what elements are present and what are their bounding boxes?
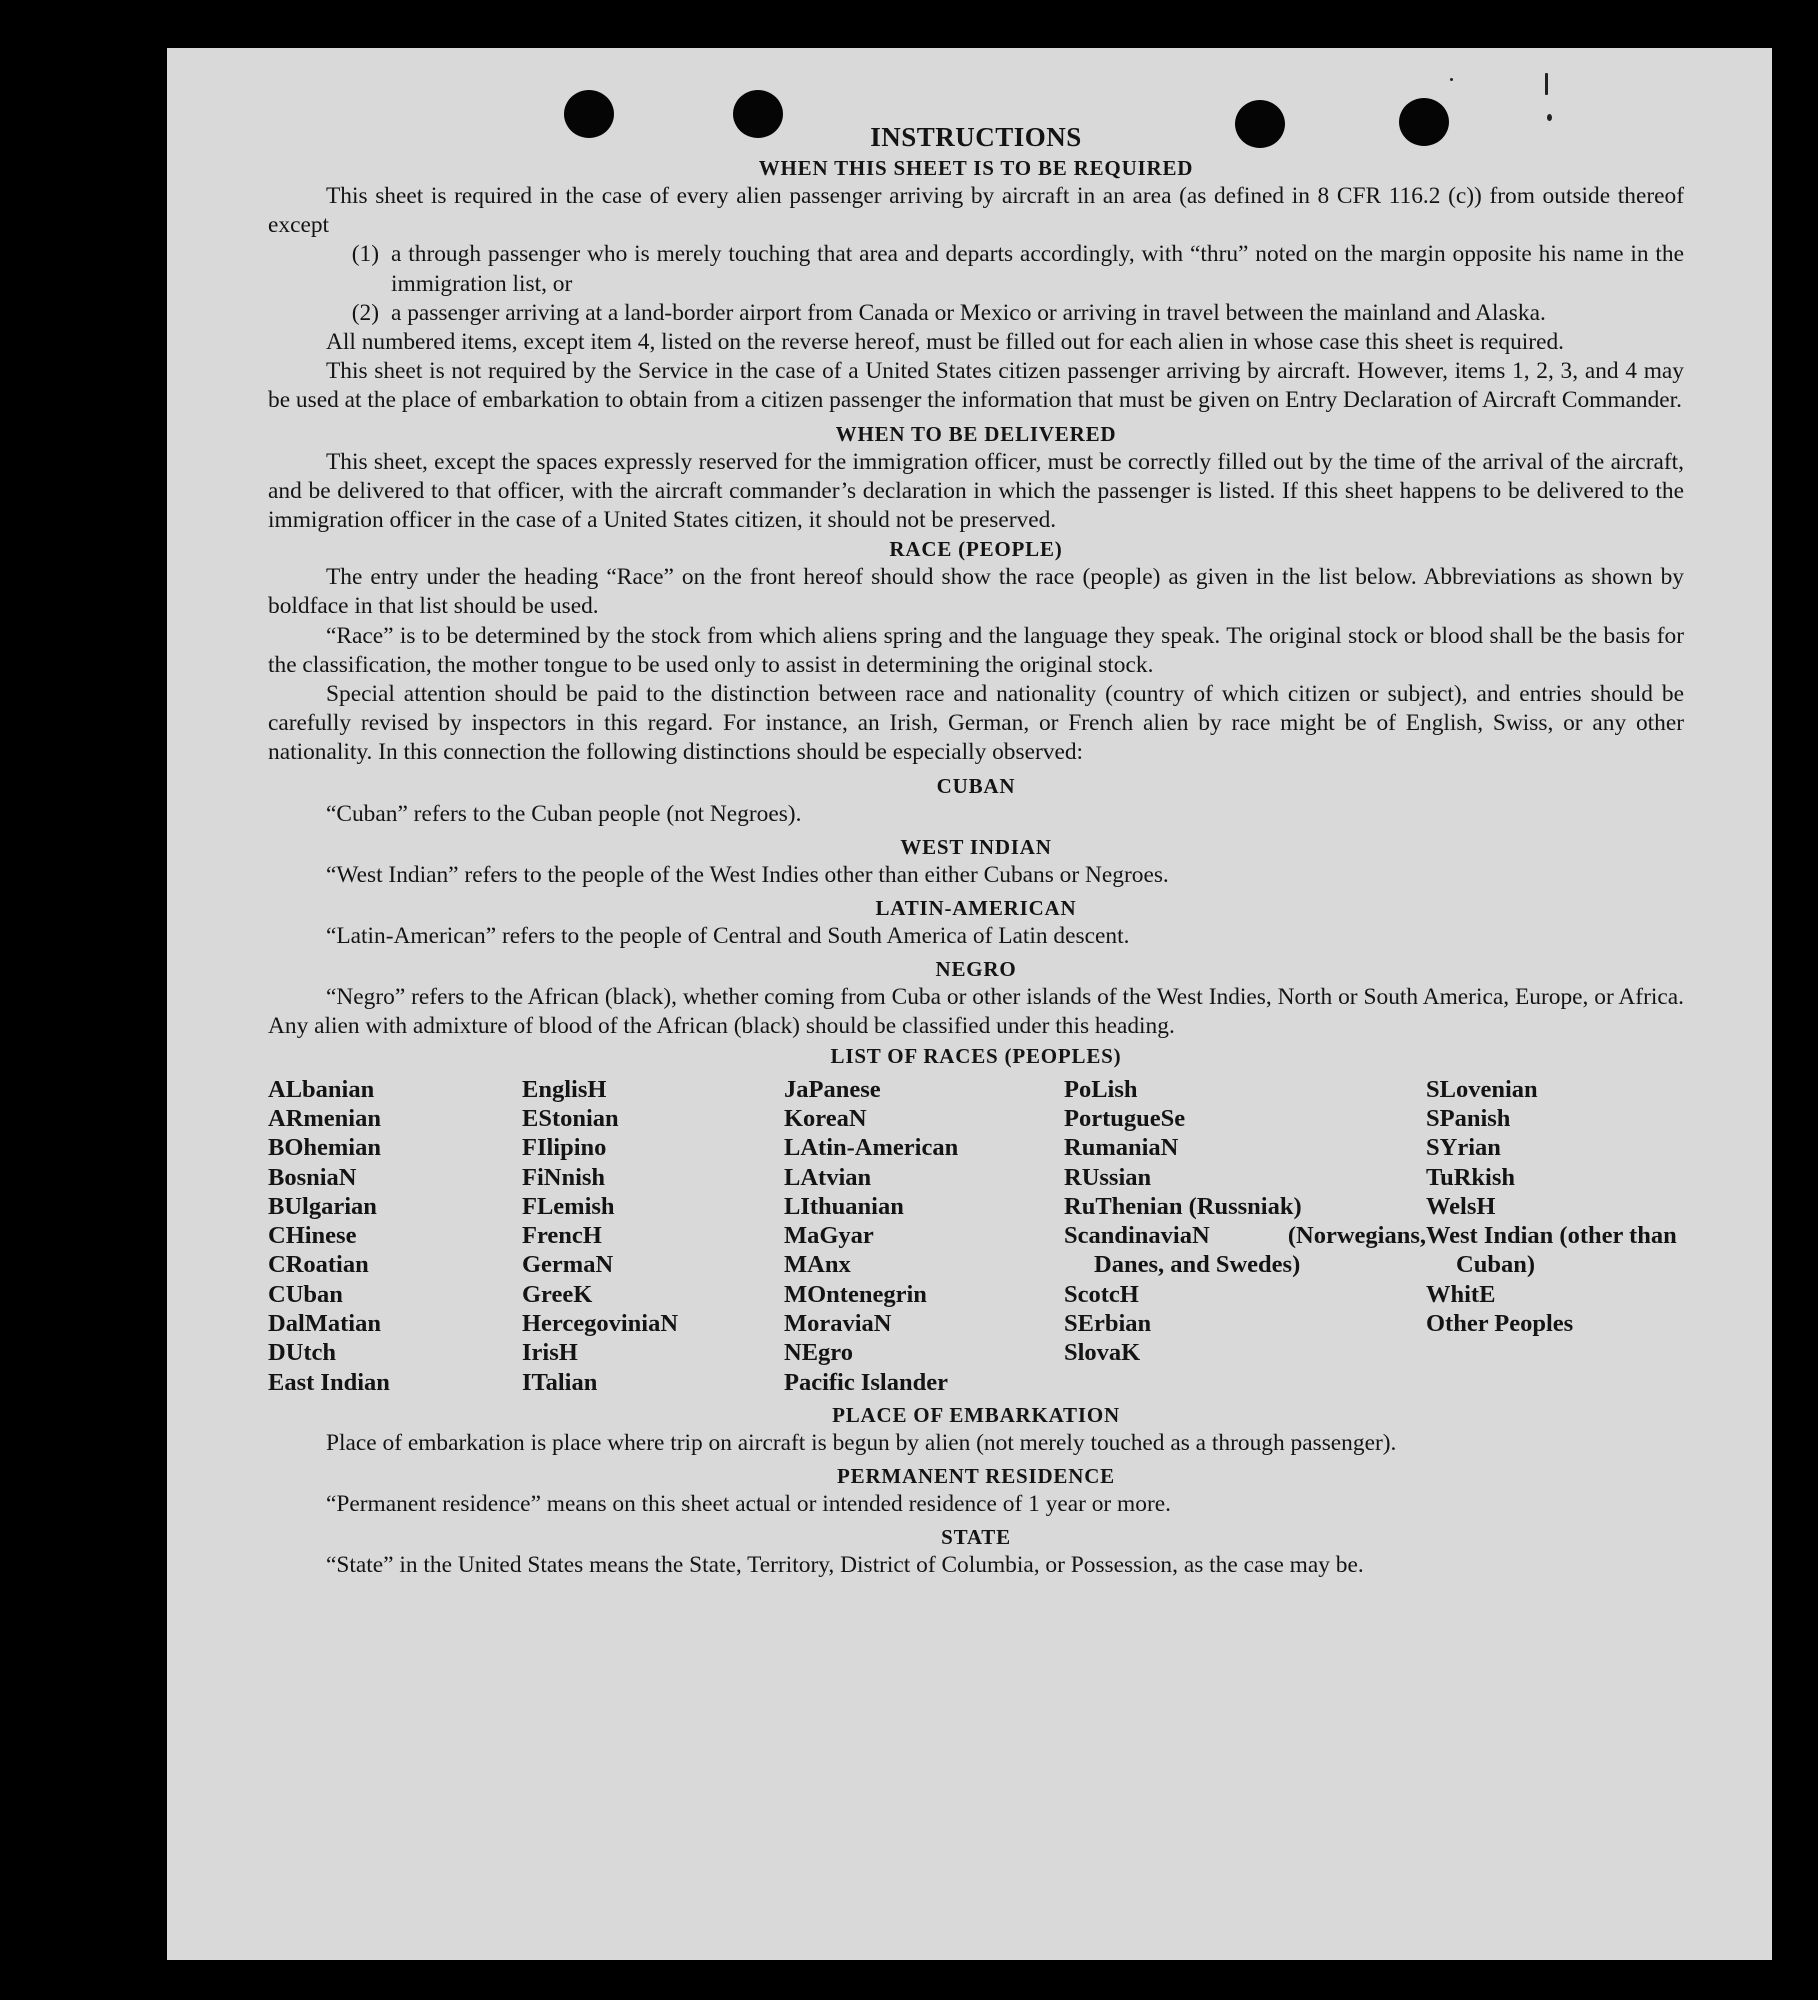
paragraph: The entry under the heading “Race” on the front hereof should show the race (people) as given in the list below. Abbreviations as shown by boldface in that list should be used. (268, 564, 1684, 620)
races-column (784, 1075, 1064, 1397)
paragraph: “Negro” refers to the African (black), whether coming from Cuba or other islands of the West Indies, North or South America, Europe, or Africa. Any alien with admixture of blood of the African (black) should be classified under this heading. (268, 984, 1684, 1040)
paragraph: This sheet is required in the case of every alien passenger arriving by aircraft in an area (as defined in 8 CFR 116.2 (c)) from outside thereof except (268, 183, 1684, 239)
race-entry: GreeK (522, 1280, 593, 1308)
document-page (167, 48, 1772, 1960)
race-entry: JaPanese (784, 1075, 881, 1103)
paragraph: Special attention should be paid to the distinction between race and nationality (country of which citizen or subject), and entries should be carefully revised by inspectors in this regard. For instance, an Irish, German, or French alien by race might be of English, Swiss, or any other nationality. In this connection the following distinctions should be especially observed: (268, 681, 1684, 766)
section-heading: LATIN-AMERICAN (875, 896, 1077, 921)
race-entry: MoraviaN (784, 1310, 892, 1338)
race-entry: EStonian (522, 1104, 619, 1132)
races-column (1064, 1075, 1426, 1397)
race-entry: SlovaK (1064, 1339, 1141, 1367)
section-heading: WEST INDIAN (900, 834, 1052, 859)
race-entry: LIthuanian (784, 1192, 904, 1220)
section-heading: RACE (PEOPLE) (889, 537, 1063, 562)
item-text: a through passenger who is merely touching that area and departs accordingly, with “thru” noted on the margin opposite his name in the immigration list, or (391, 241, 1684, 297)
race-entry: RumaniaN (1064, 1134, 1179, 1162)
race-entry: GermaN (522, 1251, 614, 1279)
race-entry: IrisH (522, 1339, 578, 1367)
item-number: (2) (351, 299, 379, 326)
race-entry: HercegoviniaN (522, 1310, 679, 1338)
section-heading: STATE (941, 1525, 1011, 1550)
race-entry: BosniaN (268, 1163, 357, 1191)
race-entry: PoLish (1064, 1075, 1138, 1103)
race-entry: Pacific Islander (784, 1368, 948, 1396)
race-entry: CHinese (268, 1222, 357, 1250)
race-entry: SYrian (1426, 1134, 1501, 1162)
race-entry: East Indian (268, 1368, 390, 1396)
race-entry: SErbian (1064, 1310, 1152, 1338)
race-entry: EnglisH (522, 1075, 607, 1103)
item-number: (1) (351, 241, 379, 268)
race-entry: FiNnish (522, 1163, 606, 1191)
race-entry: FrencH (522, 1222, 602, 1250)
page-title: INSTRUCTIONS (870, 122, 1082, 152)
paragraph: “Race” is to be determined by the stock from which aliens spring and the language they speak. The original stock or blood shall be the basis for the classification, the mother tongue to be used only to assist in determining the original stock. (268, 622, 1684, 678)
race-entry: DalMatian (268, 1310, 381, 1338)
race-entry: TuRkish (1426, 1163, 1516, 1191)
race-entry: ScandinaviaN (Norwegians, Danes, and Swedes) (1064, 1222, 1426, 1279)
instructions-body (268, 120, 1684, 1581)
paragraph: Place of embarkation is place where trip on aircraft is begun by alien (not merely touched as a through passenger). (326, 1429, 1397, 1456)
list-item (268, 299, 1684, 328)
section-heading: PERMANENT RESIDENCE (837, 1464, 1115, 1489)
races-column (522, 1075, 784, 1397)
section-heading: CUBAN (936, 773, 1016, 798)
list-item (268, 240, 1684, 298)
race-entry: FLemish (522, 1192, 615, 1220)
race-entry: SPanish (1426, 1104, 1511, 1132)
race-entry: BUlgarian (268, 1192, 377, 1220)
paragraph: “West Indian” refers to the people of the West Indies other than either Cubans or Negroes. (326, 861, 1169, 888)
paragraph: This sheet, except the spaces expressly reserved for the immigration officer, must be correctly filled out by the time of the arrival of the aircraft, and be delivered to that officer, with the aircraft commander’s declaration in which the passenger is listed. If this sheet happens to be delivered to the immigration officer in the case of a United States citizen, it should not be preserved. (268, 448, 1684, 534)
race-entry: ARmenian (268, 1104, 381, 1132)
race-entry: CUban (268, 1280, 343, 1308)
race-entry: Other Peoples (1426, 1310, 1574, 1338)
race-entry: FIlipino (522, 1134, 607, 1162)
race-entry: LAtin-American (784, 1134, 959, 1162)
races-column (268, 1075, 522, 1397)
section-heading: LIST OF RACES (PEOPLES) (830, 1043, 1122, 1068)
races-column (1426, 1075, 1684, 1397)
race-entry: ScotcH (1064, 1280, 1139, 1308)
race-entry: PortugueSe (1064, 1104, 1186, 1132)
races-list (268, 1075, 1684, 1397)
section-heading: WHEN THIS SHEET IS TO BE REQUIRED (758, 156, 1194, 180)
paragraph: “State” in the United States means the State, Territory, District of Columbia, or Possession, as the case may be. (326, 1552, 1364, 1579)
paragraph: This sheet is not required by the Service in the case of a United States citizen passenger arriving by aircraft. However, items 1, 2, 3, and 4 may be used at the place of embarkation to obtain from a citizen passenger the information that must be given on Entry Declaration of Aircraft Commander. (268, 358, 1684, 414)
race-entry: DUtch (268, 1339, 337, 1367)
race-entry: SLovenian (1426, 1075, 1538, 1103)
section-heading: PLACE OF EMBARKATION (832, 1402, 1120, 1427)
paragraph: “Latin-American” refers to the people of Central and South America of Latin descent. (326, 923, 1130, 950)
section-heading: NEGRO (935, 957, 1017, 982)
ink-speck (1545, 73, 1548, 95)
ink-speck (1450, 78, 1453, 81)
race-entry: LAtvian (784, 1163, 872, 1191)
paragraph: “Cuban” refers to the Cuban people (not Negroes). (326, 800, 802, 827)
race-entry: ITalian (522, 1368, 598, 1396)
race-entry: WelsH (1426, 1192, 1496, 1220)
paragraph: “Permanent residence” means on this sheet actual or intended residence of 1 year or more. (326, 1491, 1171, 1518)
item-text: a passenger arriving at a land-border airport from Canada or Mexico or arriving in travel between the mainland and Alaska. (391, 299, 1546, 326)
race-entry: MAnx (784, 1251, 851, 1279)
paragraph: All numbered items, except item 4, listed on the reverse hereof, must be filled out for each alien in whose case this sheet is required. (326, 329, 1565, 356)
race-entry: MOntenegrin (784, 1280, 927, 1308)
race-entry: CRoatian (268, 1251, 369, 1279)
race-entry: WhitE (1426, 1280, 1496, 1308)
race-entry: RuThenian (Russniak) (1064, 1192, 1302, 1220)
race-entry: KoreaN (784, 1104, 867, 1132)
race-entry: ALbanian (268, 1075, 375, 1103)
section-heading: WHEN TO BE DELIVERED (835, 421, 1117, 446)
race-entry: RUssian (1064, 1163, 1152, 1191)
race-entry: NEgro (784, 1339, 853, 1367)
race-entry: BOhemian (268, 1134, 381, 1162)
race-entry: West Indian (other than Cuban) (1426, 1222, 1677, 1279)
race-entry: MaGyar (784, 1222, 874, 1250)
